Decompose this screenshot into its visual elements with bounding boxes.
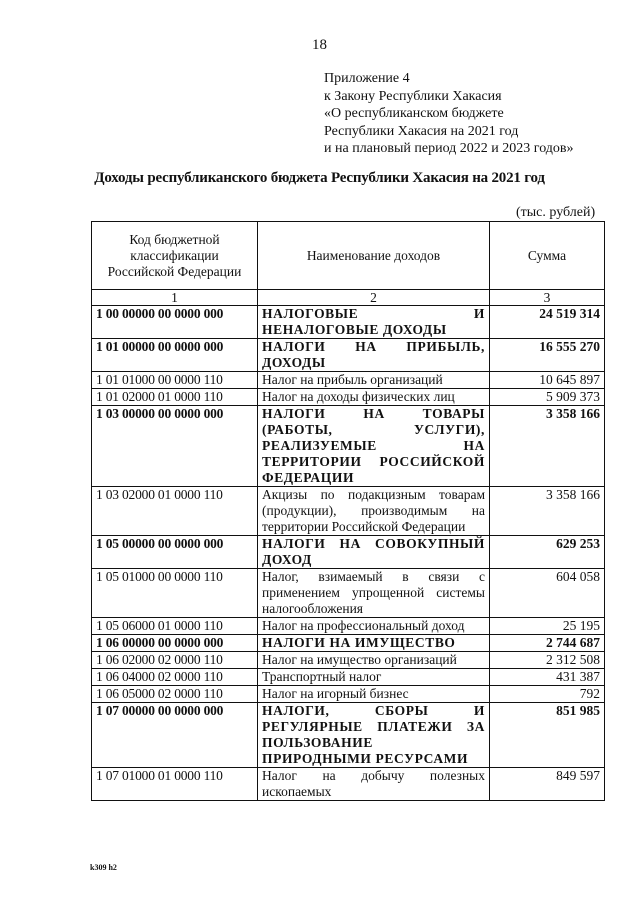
row-code: 1 03 02000 01 0000 110 (92, 487, 258, 536)
table-header-row (92, 222, 605, 290)
row-code: 1 01 01000 00 0000 110 (92, 372, 258, 389)
row-sum: 3 358 166 (490, 487, 605, 536)
row-code: 1 06 05000 02 0000 110 (92, 686, 258, 703)
row-name: НАЛОГИ НА ПРИБЫЛЬ, ДОХОДЫ (258, 339, 490, 372)
table-row (92, 569, 605, 618)
row-code: 1 05 01000 00 0000 110 (92, 569, 258, 618)
column-number: 2 (258, 290, 490, 306)
row-code: 1 03 00000 00 0000 000 (92, 406, 258, 487)
footer-code: k309 h2 (90, 863, 117, 872)
row-code: 1 06 04000 02 0000 110 (92, 669, 258, 686)
table-row (92, 372, 605, 389)
row-sum: 604 058 (490, 569, 605, 618)
table-row (92, 406, 605, 487)
row-sum: 10 645 897 (490, 372, 605, 389)
row-sum: 25 195 (490, 618, 605, 635)
row-name: НАЛОГИ НА СОВОКУПНЫЙ ДОХОД (258, 536, 490, 569)
row-name: Налог на добычу полезных ископаемых (258, 768, 490, 801)
units-label: (тыс. рублей) (516, 205, 596, 220)
table-row (92, 389, 605, 406)
row-name: НАЛОГИ НА ИМУЩЕСТВО (258, 635, 490, 652)
row-name: НАЛОГИ НА ТОВАРЫ (РАБОТЫ, УСЛУГИ), РЕАЛИЗУЕМЫЕ НА ТЕРРИТОРИИ РОССИЙСКОЙ ФЕДЕРАЦИИ (258, 406, 490, 487)
table-row (92, 703, 605, 768)
table-row (92, 669, 605, 686)
revenue-table (91, 221, 605, 801)
row-code: 1 06 02000 02 0000 110 (92, 652, 258, 669)
row-code: 1 05 00000 00 0000 000 (92, 536, 258, 569)
table-row (92, 652, 605, 669)
row-name: Транспортный налог (258, 669, 490, 686)
header-code: Код бюджетной классификации Российской Федерации (92, 222, 258, 290)
appendix-line: Приложение 4 (324, 71, 410, 86)
appendix-line: к Закону Республики Хакасия (324, 88, 502, 104)
header-sum: Сумма (490, 222, 605, 290)
row-name: Налог на прибыль организаций (258, 372, 490, 389)
row-code: 1 06 00000 00 0000 000 (92, 635, 258, 652)
row-code: 1 01 00000 00 0000 000 (92, 339, 258, 372)
header-name: Наименование доходов (258, 222, 490, 290)
row-code: 1 07 01000 01 0000 110 (92, 768, 258, 801)
page-number: 18 (312, 37, 327, 53)
row-name: Налог на имущество организаций (258, 652, 490, 669)
row-code: 1 07 00000 00 0000 000 (92, 703, 258, 768)
row-sum: 5 909 373 (490, 389, 605, 406)
appendix-note (324, 70, 574, 158)
appendix-line: Республики Хакасия на 2021 год (324, 123, 519, 139)
row-sum: 849 597 (490, 768, 605, 801)
row-sum: 2 744 687 (490, 635, 605, 652)
row-sum: 16 555 270 (490, 339, 605, 372)
document-title: Доходы республиканского бюджета Республики Хакасия на 2021 год (94, 170, 545, 186)
column-number: 3 (490, 290, 605, 306)
table-row (92, 339, 605, 372)
table-row (92, 487, 605, 536)
table-row (92, 306, 605, 339)
row-code: 1 00 00000 00 0000 000 (92, 306, 258, 339)
column-number-row (92, 290, 605, 306)
row-code: 1 05 06000 01 0000 110 (92, 618, 258, 635)
table-row (92, 536, 605, 569)
row-sum: 851 985 (490, 703, 605, 768)
table-row (92, 686, 605, 703)
row-name: Налог, взимаемый в связи с применением упрощенной системы налогообложения (258, 569, 490, 618)
appendix-line: «О республиканском бюджете (324, 106, 504, 121)
row-name: НАЛОГОВЫЕ И НЕНАЛОГОВЫЕ ДОХОДЫ (258, 306, 490, 339)
row-sum: 629 253 (490, 536, 605, 569)
table-row (92, 635, 605, 652)
row-sum: 792 (490, 686, 605, 703)
row-code: 1 01 02000 01 0000 110 (92, 389, 258, 406)
row-name: Налог на доходы физических лиц (258, 389, 490, 406)
column-number: 1 (92, 290, 258, 306)
row-sum: 431 387 (490, 669, 605, 686)
row-name: Налог на профессиональный доход (258, 618, 490, 635)
table-body (92, 306, 605, 801)
row-sum: 2 312 508 (490, 652, 605, 669)
table-row (92, 768, 605, 801)
row-sum: 24 519 314 (490, 306, 605, 339)
appendix-line: и на плановый период 2022 и 2023 годов» (324, 141, 574, 156)
table-row (92, 618, 605, 635)
row-name: Акцизы по подакцизным товарам (продукции), производимым на территории Российской Федерации (258, 487, 490, 536)
row-name: Налог на игорный бизнес (258, 686, 490, 703)
row-sum: 3 358 166 (490, 406, 605, 487)
row-name: НАЛОГИ, СБОРЫ И РЕГУЛЯРНЫЕ ПЛАТЕЖИ ЗА ПОЛЬЗОВАНИЕ ПРИРОДНЫМИ РЕСУРСАМИ (258, 703, 490, 768)
